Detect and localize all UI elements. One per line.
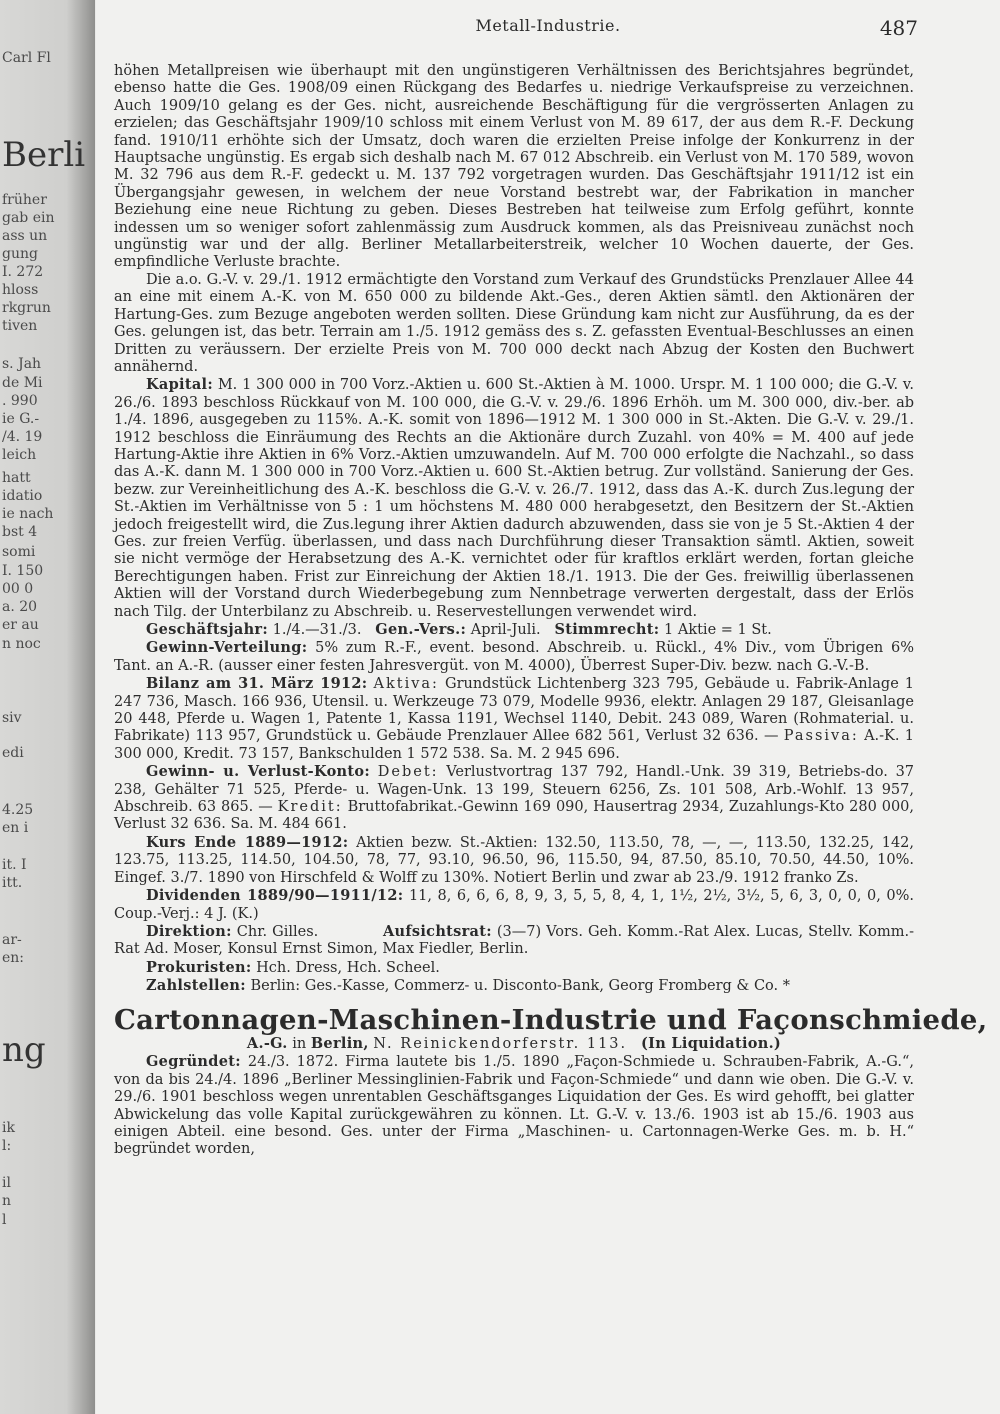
page xyxy=(96,0,1000,1414)
margin-fragment: hatt xyxy=(2,470,31,486)
running-head xyxy=(96,16,1000,40)
company-status: (In Liquidation.) xyxy=(640,1034,782,1052)
margin-fragment: /4. 19 xyxy=(2,429,43,445)
margin-fragment: siv xyxy=(2,710,22,726)
kurs-text: Aktien bezw. St.-Aktien: 132.50, 113.50, 78, —, —, 113.50, 132.25, 142, 123.75, 113.25, 114.50, 104.50, 78, 77, 93.10, 96.50, 96, 115.50, 94, 87.50, 85.10, 70.50, 44.50, 10%. Eingef. 3./7. 1890 von Hirschfeld & Wolff zu 130%. Notiert Berlin und zwar ab 23./9. 1912 franko Zs. xyxy=(114,834,915,886)
gegruendet-text: 24./3. 1872. Firma lautete bis 1./5. 1890 „Façon-Schmiede u. Schrauben-Fabrik, A.-G.“, von da bis 24./4. 1896 „Berliner Messinglinien-Fabrik und Façon-Schmiede“ und dann wie oben. Die G.-V. v. 29./6. 1901 beschloss wegen unrentablen Geschäftsganges Liquidation der Ges. Es wird gehofft, bei glatter Abwickelung das volle Kapital zurückgewähren zu können. Lt. G.-V. v. 13./6. 1903 ist ab 15./6. 1903 aus einigen Abteil. eine besond. Ges. unter der Firma „Maschinen- u. Cartonnagen-Werke Ges. m. b. H.“ begründet worden, xyxy=(114,1054,914,1158)
margin-fragment: n xyxy=(2,1193,12,1209)
zahlstellen-text: Berlin: Ges.-Kasse, Commerz- u. Disconto-Bank, Georg Fromberg & Co. * xyxy=(250,978,790,995)
direktion-entry xyxy=(114,923,914,959)
margin-fragment: tiven xyxy=(2,318,38,334)
company-in: in xyxy=(292,1035,307,1052)
zahlstellen-label: Zahlstellen: xyxy=(146,977,246,995)
margin-fragment: a. 20 xyxy=(2,599,38,615)
company-city: Berlin, xyxy=(310,1034,369,1052)
paragraph: Die a.o. G.-V. v. 29./1. 1912 ermächtigte den Vorstand zum Verkauf des Grundstücks Prenzlauer Allee 44 an eine mit einem A.-K. von M. 650 000 zu bildende Akt.-Ges., deren Aktien sämtl. den Aktionären der Hartung-Ges. zum Bezuge angeboten werden sollten. Diese Gründung kam nicht zur Ausführung, da es der Ges. gelungen ist, das betr. Terrain am 1./5. 1912 gemäss des s. Z. gefassten Eventual-Beschlusses an einen Dritten zu veräussern. Der erzielte Preis von M. 700 000 deckt nach Abzug der Kosten den Buchwert annähernd. xyxy=(114,271,914,375)
margin-fragment: I. 272 xyxy=(2,264,44,280)
margin-fragment: 00 0 xyxy=(2,581,34,597)
passiva-label: Passiva: xyxy=(783,728,859,745)
debet-text: Verlustvortrag 137 792, Handl.-Unk. 39 319, Betriebs-do. 37 238, Gehälter 71 525, Pferde- u. Wagen-Unk. 13 199, Steuern 6256, Zs. 101 508, Arb.-Wohlf. 13 957, Abschreib. 63 865. — xyxy=(114,764,915,816)
margin-fragment: ass un xyxy=(2,228,48,244)
kapital-label: Kapital: xyxy=(146,376,213,394)
prokuristen-text: Hch. Dress, Hch. Scheel. xyxy=(256,959,440,976)
margin-fragment: en i xyxy=(2,820,29,836)
gewinn-verteilung-entry xyxy=(114,639,914,675)
bilanz-passiva-text: A.-K. 1 300 000, Kredit. 73 157, Bankschulden 1 572 538. Sa. M. 2 945 696. xyxy=(114,728,915,762)
margin-fragment: l xyxy=(2,1212,7,1228)
margin-fragment: früher xyxy=(2,192,47,208)
margin-fragment: idatio xyxy=(2,488,43,504)
margin-fragment: it. I xyxy=(2,857,27,873)
kredit-text: Bruttofabrikat.-Gewinn 169 090, Hausertrag 2934, Zuzahlungs-Kto 280 000, Verlust 32 636. Sa. M. 484 661. xyxy=(114,799,915,833)
left-margin-previous-page xyxy=(0,0,95,1414)
meta-entry xyxy=(114,621,914,639)
margin-fragment: ie G.- xyxy=(2,411,40,427)
margin-fragment: . 990 xyxy=(2,393,38,409)
prokuristen-entry xyxy=(114,959,914,977)
gegruendet-label: Gegründet: xyxy=(146,1053,241,1071)
gen-vers-value: April-Juli. xyxy=(470,622,541,638)
stimmrecht-value: 1 Aktie = 1 St. xyxy=(664,622,772,638)
page-number: 487 xyxy=(879,16,918,40)
margin-fragment: n noc xyxy=(2,636,41,652)
paragraph: höhen Metallpreisen wie überhaupt mit den ungünstigeren Verhältnissen des Berichtsjahres begründet, ebenso hatte die Ges. 1908/09 einen Rückgang des Bedarfes u. niedrige Verkaufspreise zu verzeichnen. Auch 1909/10 gelang es der Ges. nicht, ausreichende Beschäftigung für die vergrösserten Anlagen zu erzielen; das Geschäftsjahr 1909/10 schloss mit einem Verlust von M. 89 617, der aus dem R.-F. Deckung fand. 1910/11 erhöhte sich der Umsatz, doch waren die erzielten Preise infolge der Konkurrenz in der Hauptsache ungünstig. Es ergab sich deshalb nach M. 67 012 Abschreib. ein Verlust von M. 170 589, wovon M. 32 796 aus dem R.-F. gedeckt u. M. 137 792 vorgetragen wurden. Das Geschäftsjahr 1911/12 ist ein Übergangsjahr gewesen, in welchem der neue Vorstand bestrebt war, der Fabrikation in mancher Beziehung eine neue Richtung zu geben. Dieses Bestreben hat teilweise zum Erfolg geführt, konnte indessen um so weniger sofort zahlenmässig zum Ausdruck kommen, als das Preisniveau zunächst noch ungünstig war und der allg. Berliner Metallarbeiterstreik, welcher 10 Wochen dauerte, der Ges. empfindliche Verluste brachte. xyxy=(114,63,914,271)
company-address: N. Reinickendorferstr. 113. xyxy=(373,1035,628,1052)
section-title: Metall-Industrie. xyxy=(475,16,621,35)
prokuristen-label: Prokuristen: xyxy=(146,958,252,976)
text-column xyxy=(114,63,988,1159)
aufsichtsrat-text: (3—7) Vors. Geh. Komm.-Rat Alex. Lucas, Stellv. Komm.-Rat Ad. Moser, Konsul Ernst Simon, Max Fiedler, Berlin. xyxy=(114,923,915,958)
margin-fragment: en: xyxy=(2,950,25,966)
geschaeftsjahr-value: 1./4.—31./3. xyxy=(272,622,362,638)
company-legal-form: A.-G. xyxy=(246,1034,288,1052)
margin-fragment: bst 4 xyxy=(2,524,38,540)
dividenden-label: Dividenden 1889/90—1911/12: xyxy=(146,887,404,905)
kapital-entry xyxy=(114,376,914,621)
kapital-text: M. 1 300 000 in 700 Vorz.-Aktien u. 600 St.-Aktien à M. 1000. Urspr. M. 1 100 000; die G.-V. v. 26./6. 1893 beschloss Rückkauf von M. 100 000, die G.-V. v. 29./6. 1896 Erhöh. um M. 300 000, div.-ber. ab 1./4. 1896, ausgegeben zu 115%. A.-K. somit von 1896—1912 M. 1 300 000 in St.-Akten. Die G.-V. v. 29./1. 1912 beschloss die Einräumung des Rechts an die Aktionäre durch Zuzahl. von 40% = M. 400 auf jede Hartung-Aktie ihre Aktien in 6% Vorz.-Aktien umzuwandeln. Auf M. 700 000 erfolgte die Nachzahl., so dass das A.-K. dann M. 1 300 000 in 700 Vorz.-Aktien u. 600 St.-Aktien betrug. Zur vollständ. Sanierung der Ges. bezw. zur Vereinheitlichung des A.-K. beschloss die G.-V. v. 26./7. 1912, dass das A.-K. durch Zus.legung der St.-Aktien im Verhältnisse von 5 : 1 um höchstens M. 480 000 herabgesetzt, den Besitzern der St.-Aktien jedoch freigestellt wird, die Zus.legung ihrer Aktien dadurch abzuwenden, dass sie von je 5 St.-Aktien 4 der Ges. zur freien Verfüg. überlassen, und dass nach Durchführung dieser Transaktion sämtl. Aktien, soweit sie nicht vermöge der Herabsetzung des A.-K. vernichtet oder für kraftlos erklärt werden, fortan gleiche Berechtigungen haben. Frist zur Einreichung der Aktien 18./1. 1913. Die der Ges. freiwillig überlassenen Aktien will der Vorstand durch Wiederbegebung zum Nennbetrage verwerten dergestalt, dass der Erlös nach Tilg. der Unterbilanz zu Abschreib. u. Reservestellungen verwendet wird. xyxy=(114,377,915,620)
bilanz-aktiva-text: Grundstück Lichtenberg 323 795, Gebäude u. Fabrik-Anlage 1 247 736, Masch. 166 936, Utensil. u. Werkzeuge 73 079, Modelle 9936, elektr. Anlagen 29 187, Gleisanlage 20 448, Pferde u. Wagen 1, Patente 1, Kassa 1191, Wechsel 1140, Debit. 243 089, Waren (Rohmaterial. u. Fabrikate) 113 957, Grundstück u. Gebäude Prenzlauer Allee 682 561, Verlust 32 636. — xyxy=(114,676,915,745)
stimmrecht-label: Stimmrecht: xyxy=(554,621,660,638)
gewinn-verteilung-label: Gewinn-Verteilung: xyxy=(146,639,308,657)
dividenden-entry xyxy=(114,887,914,923)
gewinn-verlust-entry xyxy=(114,763,914,834)
dividenden-text: 11, 8, 6, 6, 6, 8, 9, 3, 5, 5, 8, 4, 1, 1½, 2½, 3½, 5, 6, 3, 0, 0, 0, 0%. Coup.-Verj.: 4 J. (K.) xyxy=(114,888,914,922)
gegruendet-entry xyxy=(114,1053,914,1158)
margin-fragment: itt. xyxy=(2,875,23,891)
margin-fragment: Carl Fl xyxy=(2,50,51,66)
aufsichtsrat-label: Aufsichtsrat: xyxy=(382,922,492,940)
direktion-text: Chr. Gilles. xyxy=(236,923,319,940)
margin-fragment: edi xyxy=(2,745,24,761)
margin-fragment: somi xyxy=(2,544,36,560)
aktiva-label: Aktiva: xyxy=(373,676,439,693)
kredit-label: Kredit: xyxy=(277,799,343,816)
bilanz-entry xyxy=(114,675,914,763)
direktion-label: Direktion: xyxy=(146,922,232,940)
margin-fragment: hloss xyxy=(2,282,39,298)
gewinn-verteilung-text: 5% zum R.-F., event. besond. Abschreib. u. Rückl., 4% Div., vom Übrigen 6% Tant. an A.-R. (ausser einer festen Jahresvergüt. von M. 4000), Überrest Super-Div. bezw. nach G.-V.-B. xyxy=(114,640,914,674)
margin-fragment: ie nach xyxy=(2,506,54,522)
geschaeftsjahr-label: Geschäftsjahr: xyxy=(146,621,269,638)
margin-fragment: gung xyxy=(2,246,38,262)
margin-fragment: ik xyxy=(2,1120,15,1136)
company-heading: Cartonnagen-Maschinen-Industrie und Façonschmiede, xyxy=(114,1003,988,1036)
margin-fragment: I. 150 xyxy=(2,563,44,579)
margin-fragment: s. Jah xyxy=(2,356,42,372)
margin-fragment: de Mi xyxy=(2,375,43,391)
bilanz-label: Bilanz am 31. März 1912: xyxy=(146,675,368,693)
margin-fragment: rkgrun xyxy=(2,300,51,316)
zahlstellen-entry xyxy=(114,977,914,995)
margin-fragment: l: xyxy=(2,1138,12,1154)
gen-vers-label: Gen.-Vers.: xyxy=(375,621,467,638)
margin-fragment: ar- xyxy=(2,932,22,948)
margin-fragment: Berli xyxy=(2,135,86,175)
gewinn-verlust-label: Gewinn- u. Verlust-Konto: xyxy=(146,763,371,781)
margin-fragment: gab ein xyxy=(2,210,55,226)
debet-label: Debet: xyxy=(377,764,439,781)
kurs-entry xyxy=(114,834,914,887)
margin-fragment: il xyxy=(2,1175,11,1191)
margin-fragment: er au xyxy=(2,617,39,633)
company-subheading xyxy=(114,1035,914,1053)
margin-fragment: 4.25 xyxy=(2,802,34,818)
margin-fragment: leich xyxy=(2,447,37,463)
kurs-label: Kurs Ende 1889—1912: xyxy=(146,833,349,851)
margin-fragment: ng xyxy=(2,1030,46,1070)
